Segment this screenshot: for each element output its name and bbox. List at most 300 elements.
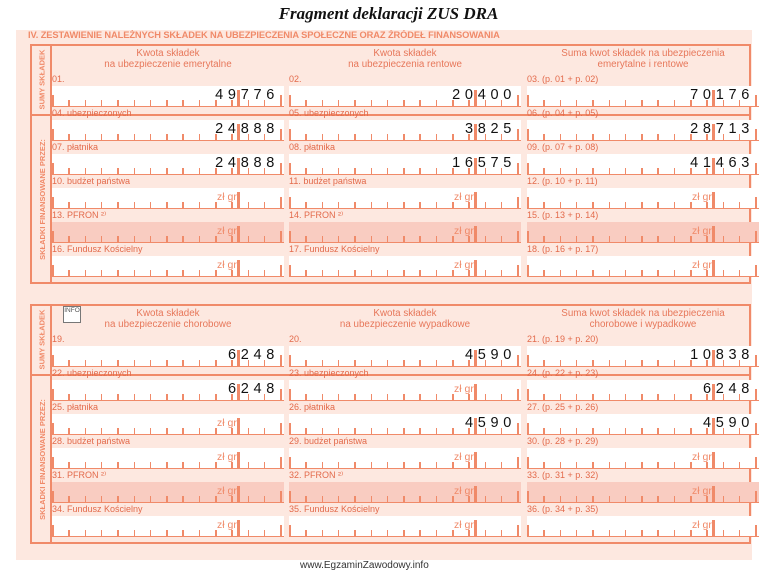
digit-tick	[625, 270, 627, 277]
digit-tick	[517, 355, 519, 367]
amount-field[interactable]	[52, 154, 284, 175]
digit-tick	[68, 496, 70, 503]
digit-tick	[338, 134, 340, 141]
amount-value: 20400	[452, 87, 516, 103]
digit-tick	[543, 134, 545, 141]
amount-value: 28713	[690, 121, 754, 137]
digit-tick	[609, 530, 611, 537]
field-label: 22. ubezpieczonych	[52, 368, 132, 378]
amount-field[interactable]	[527, 516, 759, 537]
field-baseline	[289, 536, 521, 538]
digit-tick	[739, 530, 741, 537]
amount-field[interactable]	[52, 188, 284, 209]
digit-tick	[419, 134, 421, 141]
amount-field[interactable]	[289, 448, 521, 469]
digit-tick	[468, 270, 470, 277]
digit-tick	[150, 236, 152, 243]
field-label: 08. płatnika	[289, 142, 336, 152]
digit-tick	[338, 168, 340, 175]
digit-tick	[609, 100, 611, 107]
digit-tick	[354, 360, 356, 367]
digit-tick	[134, 530, 136, 537]
amount-field[interactable]	[289, 346, 521, 367]
amount-field[interactable]	[289, 188, 521, 209]
digit-tick	[576, 496, 578, 503]
digit-tick	[452, 462, 454, 469]
digit-tick	[517, 129, 519, 141]
digit-tick	[403, 168, 405, 175]
digit-tick	[576, 100, 578, 107]
digit-tick	[289, 163, 291, 175]
digit-tick	[543, 462, 545, 469]
digit-tick	[52, 197, 54, 209]
digit-tick	[134, 428, 136, 435]
amount-field[interactable]	[289, 516, 521, 537]
digit-tick	[117, 100, 119, 107]
digit-tick	[690, 236, 692, 243]
column-header-line: Kwota składek	[373, 308, 437, 319]
decimal-separator	[712, 452, 715, 469]
digit-tick	[117, 360, 119, 367]
digit-tick	[576, 428, 578, 435]
amount-field[interactable]	[289, 414, 521, 435]
digit-tick	[231, 428, 233, 435]
digit-tick	[657, 168, 659, 175]
amount-field[interactable]	[527, 346, 759, 367]
digit-tick	[264, 496, 266, 503]
amount-field[interactable]	[289, 222, 521, 243]
digit-tick	[280, 197, 282, 209]
amount-field[interactable]	[52, 516, 284, 537]
digit-tick	[739, 202, 741, 209]
digit-tick	[305, 360, 307, 367]
currency-unit: zł gr	[217, 485, 237, 497]
digit-tick	[641, 360, 643, 367]
digit-tick	[68, 168, 70, 175]
field-label: 20.	[289, 334, 302, 344]
amount-field[interactable]	[52, 222, 284, 243]
digit-tick	[501, 202, 503, 209]
decimal-separator	[474, 226, 477, 243]
digit-tick	[452, 360, 454, 367]
digit-tick	[52, 265, 54, 277]
digit-tick	[150, 270, 152, 277]
decimal-separator	[474, 520, 477, 537]
digit-tick	[485, 462, 487, 469]
digit-tick	[150, 462, 152, 469]
digit-tick	[419, 202, 421, 209]
decimal-separator	[712, 260, 715, 277]
amount-field[interactable]	[52, 346, 284, 367]
digit-tick	[625, 134, 627, 141]
digit-tick	[436, 394, 438, 401]
digit-tick	[117, 134, 119, 141]
digit-tick	[264, 236, 266, 243]
digit-tick	[625, 360, 627, 367]
digit-tick	[674, 168, 676, 175]
decimal-separator	[474, 260, 477, 277]
digit-tick	[166, 202, 168, 209]
digit-tick	[305, 530, 307, 537]
digit-tick	[338, 530, 340, 537]
field-label: 35. Fundusz Kościelny	[289, 504, 380, 514]
amount-field[interactable]	[527, 482, 759, 503]
digit-tick	[641, 236, 643, 243]
digit-tick	[354, 270, 356, 277]
digit-tick	[85, 236, 87, 243]
amount-field[interactable]	[52, 380, 284, 401]
digit-tick	[485, 530, 487, 537]
digit-tick	[117, 462, 119, 469]
digit-tick	[52, 423, 54, 435]
digit-tick	[625, 100, 627, 107]
digit-tick	[289, 95, 291, 107]
digit-tick	[592, 270, 594, 277]
amount-field[interactable]	[527, 154, 759, 175]
digit-tick	[609, 168, 611, 175]
decimal-separator	[237, 452, 240, 469]
digit-tick	[436, 462, 438, 469]
side-label-text: SUMY SKŁADEK	[37, 49, 47, 109]
amount-field[interactable]	[52, 414, 284, 435]
field-baseline	[527, 242, 759, 244]
digit-tick	[85, 100, 87, 107]
field-baseline	[527, 400, 759, 402]
digit-tick	[387, 428, 389, 435]
field-baseline	[289, 208, 521, 210]
digit-tick	[436, 100, 438, 107]
digit-tick	[674, 428, 676, 435]
amount-field[interactable]	[527, 222, 759, 243]
digit-tick	[280, 355, 282, 367]
digit-tick	[625, 236, 627, 243]
digit-tick	[182, 462, 184, 469]
digit-tick	[517, 231, 519, 243]
digit-tick	[387, 270, 389, 277]
digit-tick	[68, 134, 70, 141]
digit-tick	[527, 129, 529, 141]
currency-unit: zł gr	[692, 451, 712, 463]
digit-tick	[657, 134, 659, 141]
digit-tick	[641, 496, 643, 503]
digit-tick	[85, 168, 87, 175]
digit-tick	[101, 168, 103, 175]
digit-tick	[280, 491, 282, 503]
digit-tick	[527, 423, 529, 435]
field-label: 30. (p. 28 + p. 29)	[527, 436, 599, 446]
digit-tick	[68, 236, 70, 243]
digit-tick	[338, 496, 340, 503]
amount-value: 3825	[464, 121, 516, 137]
digit-tick	[755, 423, 757, 435]
digit-tick	[289, 355, 291, 367]
decimal-separator	[474, 486, 477, 503]
digit-tick	[543, 236, 545, 243]
digit-tick	[501, 462, 503, 469]
decimal-separator	[712, 192, 715, 209]
field-label: 33. (p. 31 + p. 32)	[527, 470, 599, 480]
digit-tick	[199, 100, 201, 107]
digit-tick	[706, 202, 708, 209]
amount-field[interactable]	[527, 120, 759, 141]
digit-tick	[150, 134, 152, 141]
digit-tick	[322, 100, 324, 107]
decimal-separator	[474, 192, 477, 209]
digit-tick	[338, 428, 340, 435]
digit-tick	[452, 394, 454, 401]
amount-field[interactable]	[289, 154, 521, 175]
digit-tick	[387, 462, 389, 469]
digit-tick	[68, 428, 70, 435]
digit-tick	[231, 496, 233, 503]
digit-tick	[289, 491, 291, 503]
digit-tick	[419, 100, 421, 107]
currency-unit: zł gr	[454, 519, 474, 531]
digit-tick	[387, 496, 389, 503]
digit-tick	[166, 496, 168, 503]
field-baseline	[52, 366, 284, 368]
digit-tick	[527, 355, 529, 367]
field-baseline	[527, 536, 759, 538]
decimal-separator	[712, 226, 715, 243]
digit-tick	[134, 168, 136, 175]
column-header-line: na ubezpieczenie emerytalne	[104, 59, 232, 70]
digit-tick	[755, 265, 757, 277]
digit-tick	[452, 530, 454, 537]
digit-tick	[322, 270, 324, 277]
digit-tick	[280, 265, 282, 277]
amount-field[interactable]	[289, 86, 521, 107]
currency-unit: zł gr	[692, 519, 712, 531]
field-label: 24. (p. 22 + p. 23)	[527, 368, 599, 378]
column-header-line: chorobowe i wypadkowe	[589, 319, 697, 330]
digit-tick	[354, 394, 356, 401]
amount-value: 4590	[464, 415, 516, 431]
field-baseline	[289, 140, 521, 142]
digit-tick	[592, 428, 594, 435]
digit-tick	[322, 394, 324, 401]
amount-field[interactable]	[52, 120, 284, 141]
digit-tick	[690, 428, 692, 435]
digit-tick	[338, 202, 340, 209]
digit-tick	[419, 530, 421, 537]
digit-tick	[543, 168, 545, 175]
digit-tick	[706, 530, 708, 537]
digit-tick	[706, 496, 708, 503]
digit-tick	[755, 491, 757, 503]
digit-tick	[134, 496, 136, 503]
field-baseline	[527, 140, 759, 142]
digit-tick	[322, 168, 324, 175]
amount-field[interactable]	[289, 120, 521, 141]
amount-field[interactable]	[289, 256, 521, 277]
currency-unit: zł gr	[454, 485, 474, 497]
digit-tick	[723, 270, 725, 277]
digit-tick	[134, 270, 136, 277]
digit-tick	[199, 530, 201, 537]
digit-tick	[576, 168, 578, 175]
digit-tick	[403, 360, 405, 367]
digit-tick	[419, 236, 421, 243]
digit-tick	[657, 202, 659, 209]
field-baseline	[527, 468, 759, 470]
side-label-text: SKŁADKI FINANSOWANE PRZEZ:	[37, 138, 47, 260]
digit-tick	[609, 496, 611, 503]
digit-tick	[387, 134, 389, 141]
digit-tick	[485, 496, 487, 503]
digit-tick	[387, 100, 389, 107]
digit-tick	[280, 163, 282, 175]
amount-field[interactable]	[289, 482, 521, 503]
field-label: 03. (p. 01 + p. 02)	[527, 74, 599, 84]
column-header	[289, 308, 521, 330]
digit-tick	[403, 202, 405, 209]
digit-tick	[723, 496, 725, 503]
digit-tick	[305, 496, 307, 503]
digit-tick	[527, 457, 529, 469]
field-label: 21. (p. 19 + p. 20)	[527, 334, 599, 344]
digit-tick	[101, 496, 103, 503]
digit-tick	[419, 496, 421, 503]
digit-tick	[419, 270, 421, 277]
site-watermark: www.EgzaminZawodowy.info	[300, 560, 429, 571]
digit-tick	[166, 168, 168, 175]
digit-tick	[674, 270, 676, 277]
digit-tick	[625, 530, 627, 537]
field-label: 07. płatnika	[52, 142, 99, 152]
digit-tick	[85, 270, 87, 277]
digit-tick	[134, 236, 136, 243]
amount-field[interactable]	[52, 86, 284, 107]
field-baseline	[52, 174, 284, 176]
digit-tick	[609, 360, 611, 367]
digit-tick	[371, 100, 373, 107]
field-label: 02.	[289, 74, 302, 84]
digit-tick	[403, 236, 405, 243]
digit-tick	[501, 530, 503, 537]
digit-tick	[166, 134, 168, 141]
digit-tick	[52, 491, 54, 503]
field-baseline	[289, 400, 521, 402]
amount-field[interactable]	[527, 414, 759, 435]
amount-field[interactable]	[52, 482, 284, 503]
digit-tick	[657, 270, 659, 277]
field-label: 18. (p. 16 + p. 17)	[527, 244, 599, 254]
digit-tick	[657, 462, 659, 469]
amount-field[interactable]	[527, 188, 759, 209]
currency-unit: zł gr	[692, 485, 712, 497]
digit-tick	[354, 496, 356, 503]
field-label: 28. budżet państwa	[52, 436, 131, 446]
digit-tick	[68, 360, 70, 367]
digit-tick	[305, 100, 307, 107]
digit-tick	[452, 134, 454, 141]
digit-tick	[248, 462, 250, 469]
amount-field[interactable]	[527, 256, 759, 277]
amount-field[interactable]	[527, 380, 759, 401]
digit-tick	[68, 462, 70, 469]
amount-field[interactable]	[52, 256, 284, 277]
amount-field[interactable]	[289, 380, 521, 401]
digit-tick	[85, 360, 87, 367]
digit-tick	[85, 530, 87, 537]
digit-tick	[85, 134, 87, 141]
digit-tick	[527, 95, 529, 107]
decimal-separator	[474, 384, 477, 401]
digit-tick	[264, 202, 266, 209]
column-header-line: na ubezpieczenie wypadkowe	[339, 319, 471, 330]
column-header-line: na ubezpieczenia rentowe	[348, 59, 462, 70]
digit-tick	[117, 168, 119, 175]
digit-tick	[101, 462, 103, 469]
digit-tick	[264, 270, 266, 277]
digit-tick	[371, 202, 373, 209]
digit-tick	[52, 163, 54, 175]
digit-tick	[338, 236, 340, 243]
field-baseline	[52, 276, 284, 278]
digit-tick	[641, 462, 643, 469]
field-label: 06. (p. 04 + p. 05)	[527, 108, 599, 118]
digit-tick	[485, 202, 487, 209]
digit-tick	[419, 360, 421, 367]
digit-tick	[527, 389, 529, 401]
digit-tick	[436, 270, 438, 277]
field-baseline	[52, 468, 284, 470]
digit-tick	[215, 202, 217, 209]
digit-tick	[560, 462, 562, 469]
currency-unit: zł gr	[217, 519, 237, 531]
field-label: 04. ubezpieczonych	[52, 108, 132, 118]
digit-tick	[101, 236, 103, 243]
side-label-text: SKŁADKI FINANSOWANE PRZEZ:	[37, 398, 47, 520]
digit-tick	[215, 496, 217, 503]
digit-tick	[199, 202, 201, 209]
field-baseline	[289, 468, 521, 470]
digit-tick	[150, 496, 152, 503]
digit-tick	[117, 236, 119, 243]
amount-field[interactable]	[527, 448, 759, 469]
digit-tick	[354, 202, 356, 209]
digit-tick	[501, 270, 503, 277]
amount-field[interactable]	[527, 86, 759, 107]
digit-tick	[419, 428, 421, 435]
field-label: 05. ubezpieczonych	[289, 108, 369, 118]
digit-tick	[706, 236, 708, 243]
digit-tick	[723, 202, 725, 209]
digit-tick	[150, 100, 152, 107]
digit-tick	[468, 394, 470, 401]
digit-tick	[592, 530, 594, 537]
digit-tick	[371, 270, 373, 277]
field-baseline	[52, 434, 284, 436]
digit-tick	[322, 428, 324, 435]
column-header	[527, 308, 759, 330]
field-baseline	[527, 106, 759, 108]
digit-tick	[52, 129, 54, 141]
decimal-separator	[237, 486, 240, 503]
amount-value: 49776	[215, 87, 279, 103]
sums-divider	[30, 114, 751, 116]
currency-unit: zł gr	[454, 191, 474, 203]
digit-tick	[576, 236, 578, 243]
amount-field[interactable]	[52, 448, 284, 469]
field-baseline	[527, 208, 759, 210]
digit-tick	[289, 231, 291, 243]
digit-tick	[657, 236, 659, 243]
digit-tick	[641, 168, 643, 175]
digit-tick	[150, 168, 152, 175]
column-header-line: Kwota składek	[136, 308, 200, 319]
